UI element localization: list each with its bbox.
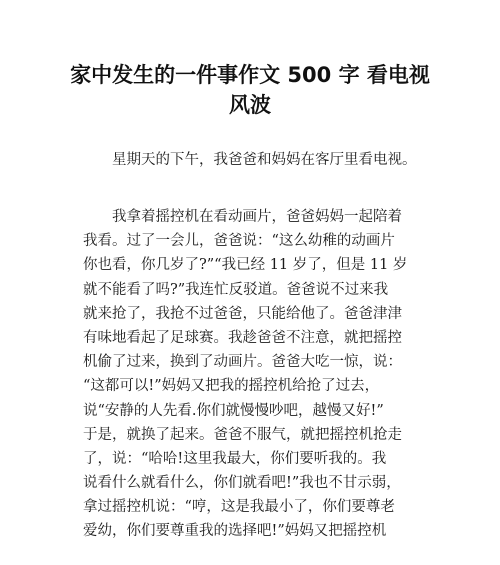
text-line: 你也看，你几岁了?”“我已经 11 岁了，但是 11 岁 — [83, 257, 408, 274]
text-line: 拿过摇控机说：“哼，这是我最小了，你们要尊老 — [83, 499, 395, 516]
text-line: 说“安静的人先看.你们就慢慢吵吧，越慢又好!” — [83, 402, 384, 419]
text-line: “这都可以!”妈妈又把我的摇控机给抢了过去， — [83, 378, 380, 395]
paragraph-1: 星期天的下午，我爸爸和妈妈在客厅里看电视。 — [112, 152, 417, 168]
text-line: 说看什么就看什么，你们就看吧!”我也不甘示弱， — [83, 475, 401, 492]
paragraph-2 — [83, 205, 423, 544]
text-line: 于是，就换了起来。爸爸不服气，就把摇控机抢走 — [83, 426, 402, 443]
page-title — [40, 60, 460, 120]
text-line: 机偷了过来，换到了动画片。爸爸大吃一惊，说： — [83, 354, 402, 371]
title-line-2: 风波 — [229, 93, 271, 117]
text-line: 爱幼，你们要尊重我的选择吧!”妈妈又把摇控机 — [83, 523, 387, 540]
text-line: 我看。过了一会儿，爸爸说：“这么幼稚的动画片 — [83, 233, 395, 250]
text-line: 就不能看了吗?”我连忙反驳道。爸爸说不过来我 — [83, 281, 389, 298]
title-line-1: 家中发生的一件事作文 500 字 看电视 — [70, 63, 430, 87]
text-line: 有味地看起了足球赛。我趁爸爸不注意，就把摇控 — [83, 329, 402, 346]
text-line: 了，说：“哈哈!这里我最大，你们要听我的。我 — [83, 450, 387, 467]
text-line: 就来抢了，我抢不过爸爸，只能给他了。爸爸津津 — [83, 305, 402, 322]
text-line: 我拿着摇控机在看动画片，爸爸妈妈一起陪着 — [112, 209, 402, 225]
